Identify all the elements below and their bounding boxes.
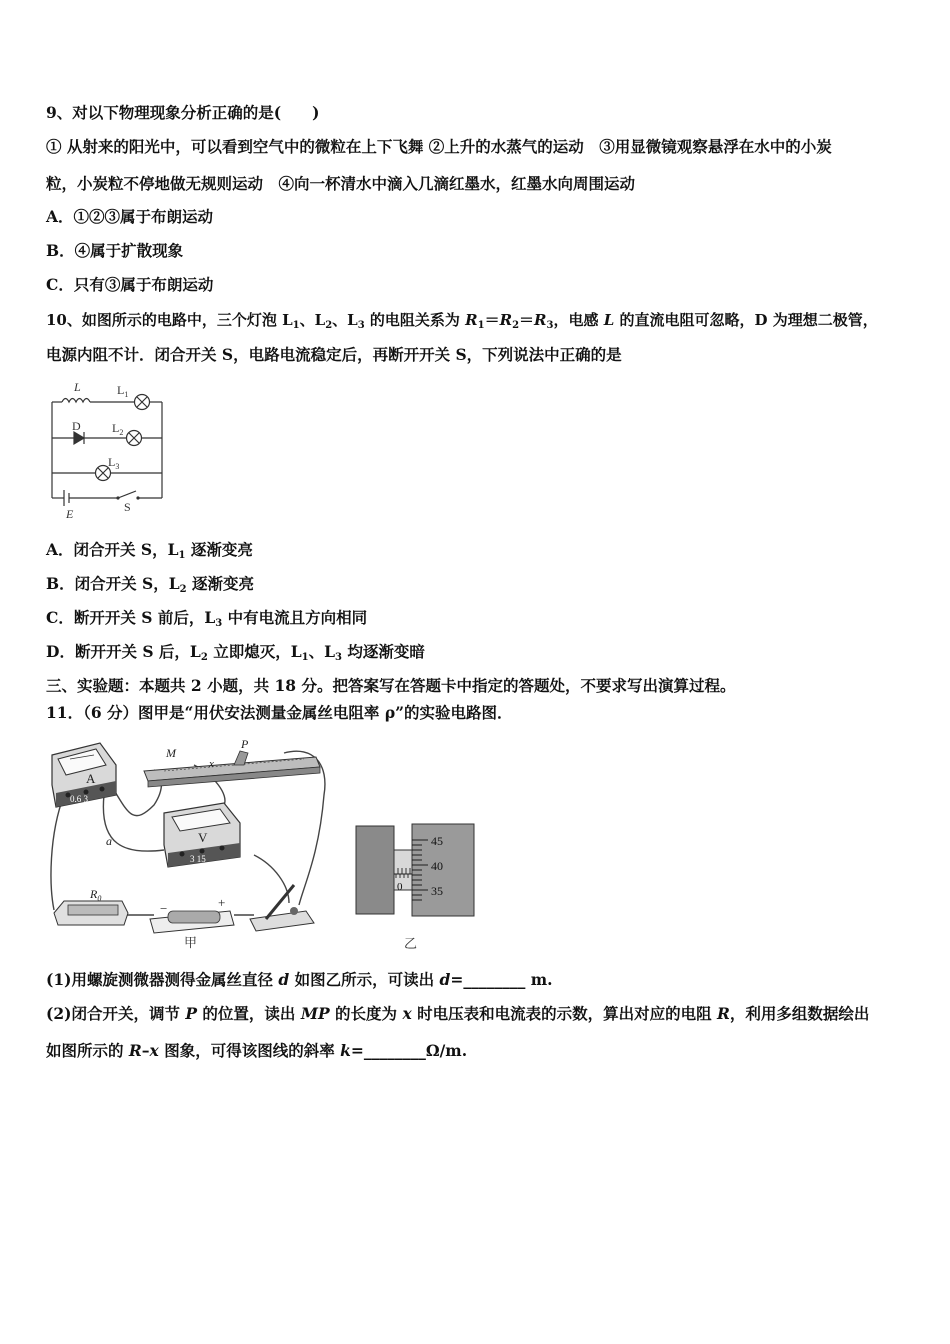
- micrometer-tick-40: 40: [431, 859, 443, 873]
- micrometer-tick-45: 45: [431, 834, 443, 848]
- q11-figure-yi-micrometer: [352, 820, 482, 954]
- q11-figure-jia: [44, 735, 334, 955]
- q11-part2-line2: 如图所示的 R–x 图象，可得该图线的斜率 k=________Ω/m.: [46, 1041, 468, 1060]
- figure-jia-caption: 甲: [184, 935, 198, 950]
- battery-plus: +: [218, 895, 226, 910]
- resistor-r0: [54, 901, 128, 925]
- q11-stem: 11．（6 分）图甲是“用伏安法测量金属丝电阻率 ρ”的实验电路图．: [46, 703, 513, 722]
- voltmeter-scale: 3 15: [190, 854, 206, 864]
- micrometer-tick-35: 35: [431, 884, 443, 898]
- q11-part2-line1: (2)闭合开关，调节 P 的位置，读出 MP 的长度为 x 时电压表和电流表的示数，算出对应的电阻 R，利用多组数据绘出: [46, 1004, 870, 1023]
- q9-option-c: C．只有③属于布朗运动: [46, 275, 214, 294]
- ammeter-scale: 0.6 3: [70, 794, 88, 804]
- label-L3: $L_3$: [108, 455, 120, 471]
- q10-stem-line1: 10、如图所示的电路中，三个灯泡 $L_1$、$L_2$、$L_3$ 的电阻关系为 $R_1=R_2=R_3$，电感 L 的直流电阻可忽略，D 为理想二极管，: [46, 311, 878, 331]
- battery-minus: −: [160, 901, 168, 916]
- q10-option-d: D．断开开关 S 后，$L_2$ 立即熄灭，$L_1$、$L_3$ 均逐渐变暗: [46, 642, 425, 663]
- label-M: M: [166, 746, 176, 760]
- figure-yi-caption: 乙: [404, 936, 418, 951]
- label-diode-D: D: [72, 419, 81, 433]
- q9-stem: 9、对以下物理现象分析正确的是( ): [46, 103, 320, 122]
- label-switch-S: S: [124, 500, 131, 514]
- label-L2: $L_2$: [112, 421, 124, 437]
- q10-stem-line2: 电源内阻不计．闭合开关 S，电路电流稳定后，再断开开关 S，下列说法中正确的是: [46, 345, 622, 364]
- label-r0: $R_0$: [90, 887, 102, 903]
- label-inductor-L: L: [74, 380, 81, 394]
- label-wire-a: a: [106, 834, 112, 848]
- q10-option-c: C．断开开关 S 前后，$L_3$ 中有电流且方向相同: [46, 608, 368, 629]
- q11-part1: (1)用螺旋测微器测得金属丝直径 d 如图乙所示，可读出 d=________ m.: [46, 970, 553, 989]
- q9-option-a: A．①②③属于布朗运动: [46, 207, 214, 226]
- micrometer-zero: 0: [397, 881, 403, 893]
- label-x: x: [209, 758, 214, 770]
- voltmeter-label: V: [198, 830, 208, 845]
- label-L1: $L_1$: [117, 383, 129, 399]
- q9-statement-line2: 粒，小炭粒不停地做无规则运动 ④向一杯清水中滴入几滴红墨水，红墨水向周围运动: [46, 174, 636, 193]
- label-P: P: [241, 737, 249, 751]
- q10-circuit-diagram: [44, 380, 174, 522]
- knife-switch: [250, 885, 314, 931]
- q10-option-a: A．闭合开关 S，$L_1$ 逐渐变亮: [46, 540, 253, 561]
- q9-statement-line1: ① 从射来的阳光中，可以看到空气中的微粒在上下飞舞 ②上升的水蒸气的运动 ③用显微镜观察悬浮在水中的小炭: [46, 137, 832, 156]
- label-emf-E: E: [66, 507, 74, 521]
- q10-option-b: B．闭合开关 S，$L_2$ 逐渐变亮: [46, 574, 254, 595]
- ammeter-label: A: [86, 771, 96, 786]
- section-3-heading: 三、实验题：本题共 2 小题，共 18 分。把答案写在答题卡中指定的答题处，不要求写出演算过程。: [46, 676, 736, 695]
- q9-option-b: B．④属于扩散现象: [46, 241, 184, 260]
